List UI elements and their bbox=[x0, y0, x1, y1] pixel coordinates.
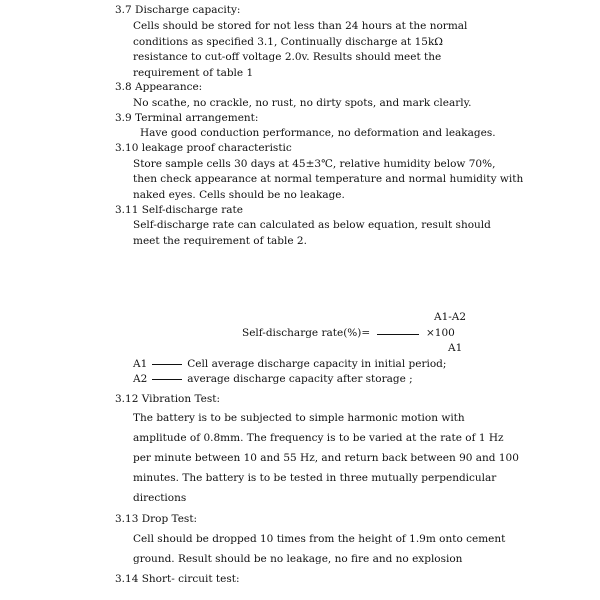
definition-text: average discharge capacity after storage ; bbox=[187, 373, 413, 385]
section-heading-3-14: 3.14 Short- circuit test: bbox=[115, 573, 240, 585]
section-text-line: Cell should be dropped 10 times from the height of 1.9m onto cement bbox=[133, 533, 506, 545]
section-heading-3-8: 3.8 Appearance: bbox=[115, 81, 203, 93]
section-text-line: No scathe, no crackle, no rust, no dirty spots, and mark clearly. bbox=[133, 97, 472, 109]
section-text-line: then check appearance at normal temperature and normal humidity with bbox=[133, 173, 524, 185]
section-text-line: The battery is to be subjected to simple harmonic motion with bbox=[133, 412, 465, 424]
definition-text: Cell average discharge capacity in initial period; bbox=[187, 358, 447, 370]
section-text-line: Self-discharge rate can calculated as below equation, result should bbox=[133, 219, 491, 231]
fraction-bar bbox=[377, 334, 419, 335]
definition-row bbox=[133, 373, 413, 386]
definition-row bbox=[133, 358, 446, 371]
formula-denominator: A1 bbox=[448, 342, 463, 354]
formula-multiplier: ×100 bbox=[426, 327, 455, 339]
section-heading-3-11: 3.11 Self-discharge rate bbox=[115, 204, 243, 216]
definition-symbol: A1 bbox=[133, 358, 148, 370]
section-text-line: meet the requirement of table 2. bbox=[133, 235, 307, 247]
section-text-line: ground. Result should be no leakage, no fire and no explosion bbox=[133, 553, 463, 565]
dash-divider bbox=[152, 364, 182, 365]
dash-divider bbox=[152, 379, 182, 380]
formula-numerator: A1-A2 bbox=[434, 311, 467, 323]
section-text-line: naked eyes. Cells should be no leakage. bbox=[133, 189, 345, 201]
section-text-line: Store sample cells 30 days at 45±3℃, relative humidity below 70%, bbox=[133, 158, 496, 170]
section-text-line: minutes. The battery is to be tested in three mutually perpendicular bbox=[133, 472, 497, 484]
section-heading-3-7: 3.7 Discharge capacity: bbox=[115, 4, 241, 16]
section-text-line: requirement of table 1 bbox=[133, 67, 254, 79]
section-heading-3-13: 3.13 Drop Test: bbox=[115, 513, 198, 525]
section-text-line: resistance to cut-off voltage 2.0v. Results should meet the bbox=[133, 51, 442, 63]
section-heading-3-10: 3.10 leakage proof characteristic bbox=[115, 142, 292, 154]
section-text-line: conditions as specified 3.1, Continually discharge at 15kΩ bbox=[133, 36, 444, 48]
section-heading-3-12: 3.12 Vibration Test: bbox=[115, 393, 221, 405]
section-text-line: Have good conduction performance, no deformation and leakages. bbox=[140, 127, 496, 139]
definition-symbol: A2 bbox=[133, 373, 148, 385]
section-text-line: directions bbox=[133, 492, 187, 504]
section-text-line: Cells should be stored for not less than 24 hours at the normal bbox=[133, 20, 468, 32]
section-text-line: amplitude of 0.8mm. The frequency is to be varied at the rate of 1 Hz bbox=[133, 432, 504, 444]
section-text-line: per minute between 10 and 55 Hz, and return back between 90 and 100 bbox=[133, 452, 519, 464]
section-heading-3-9: 3.9 Terminal arrangement: bbox=[115, 112, 259, 124]
formula-label: Self-discharge rate(%)= bbox=[242, 327, 371, 339]
